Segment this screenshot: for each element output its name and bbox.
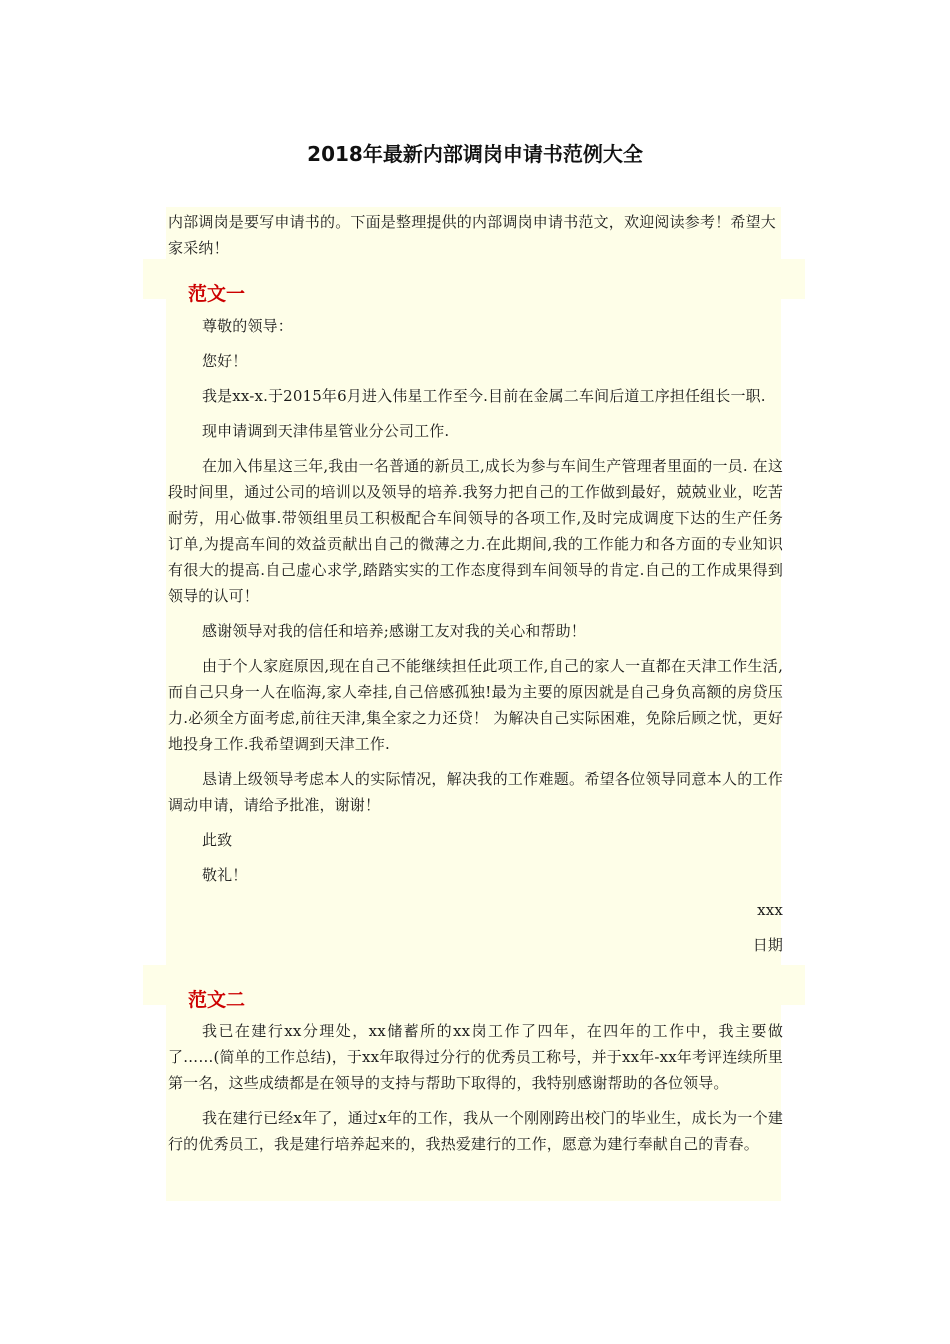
paragraph: 我是xx-x.于2015年6月进入伟星工作至今.目前在金属二车间后道工序担任组长一职. (202, 387, 766, 405)
paragraph: 我已在建行xx分理处，xx储蓄所的xx岗工作了四年，在四年的工作中，我主要做了……(简单的工作总结)，于xx年取得过分行的优秀员工称号，并于xx年-xx年考评连续所里第一名，这些成绩都是在领导的支持与帮助下取得的，我特别感谢帮助的各位领导。 (168, 1022, 783, 1092)
date: 日期 (752, 936, 783, 954)
closing: 此致 (202, 831, 233, 849)
page-title: 2018年最新内部调岗申请书范例大全 (307, 142, 643, 166)
paragraph: 感谢领导对我的信任和培养;感谢工友对我的关心和帮助！ (202, 622, 586, 640)
intro-paragraph: 内部调岗是要写申请书的。下面是整理提供的内部调岗申请书范文，欢迎阅读参考！希望大家采纳！ (168, 213, 777, 257)
paragraph: 在加入伟星这三年,我由一名普通的新员工,成长为参与车间生产管理者里面的一员. 在这段时间里，通过公司的培训以及领导的培养.我努力把自己的工作做到最好，兢兢业业，吃苦耐劳，用心做事.带领组里员工积极配合车间领导的各项工作,及时完成调度下达的生产任务订单,为提高车间的效益贡献出自己的微薄之力.在此期间,我的工作能力和各方面的专业知识有很大的提高.自己虚心求学,踏踏实实的工作态度得到车间领导的肯定.自己的工作成果得到领导的认可！ (168, 457, 783, 605)
sample2-body (168, 1018, 783, 1166)
paragraph: 恳请上级领导考虑本人的实际情况，解决我的工作难题。希望各位领导同意本人的工作调动申请，请给予批准，谢谢！ (168, 770, 783, 814)
sample1-heading: 范文一 (188, 283, 246, 305)
sample2-heading: 范文二 (188, 989, 246, 1011)
paragraph: 由于个人家庭原因,现在自己不能继续担任此项工作,自己的家人一直都在天津工作生活,而自己只身一人在临海,家人牵挂,自己倍感孤独!最为主要的原因就是自己身负高额的房贷压力.必须全方面考虑,前往天津,集全家之力还贷！ 为解决自己实际困难，免除后顾之忧，更好地投身工作.我希望调到天津工作. (168, 657, 783, 753)
sample1-body (168, 313, 783, 967)
greeting: 您好！ (202, 352, 248, 370)
paragraph: 现申请调到天津伟星管业分公司工作. (202, 422, 450, 440)
salutation: 尊敬的领导： (202, 317, 293, 335)
paragraph: 我在建行已经x年了，通过x年的工作，我从一个刚刚跨出校门的毕业生，成长为一个建行的优秀员工，我是建行培养起来的，我热爱建行的工作，愿意为建行奉献自己的青春。 (168, 1109, 783, 1153)
closing: 敬礼！ (202, 866, 248, 884)
signature: xxx (757, 901, 783, 919)
